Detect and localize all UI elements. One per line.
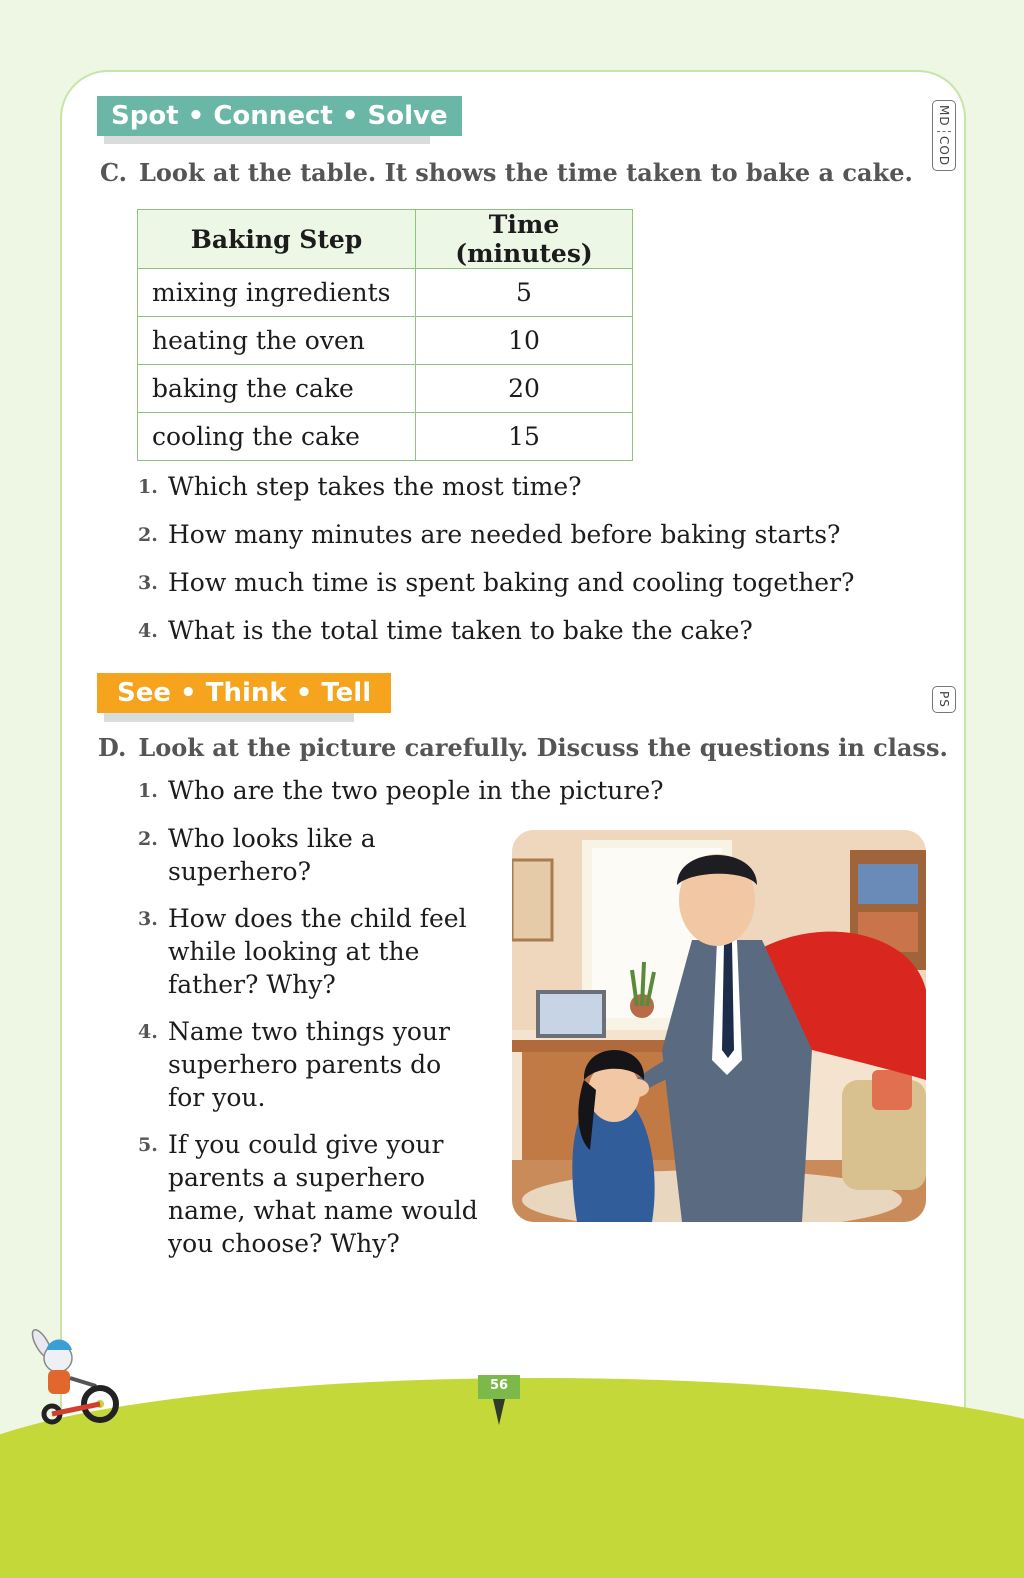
list-item [138,1015,500,1114]
list-item [138,902,500,1001]
section-d-instruction: Look at the picture carefully. Discuss the questions in class. [138,733,948,762]
page-ground [0,1378,1024,1578]
table-row [138,365,633,413]
side-tag-cod: COD [937,135,951,166]
baking-time-table [137,209,633,461]
table-cell-step: heating the oven [138,317,416,365]
table-row [138,269,633,317]
side-tag-md: MD [937,105,951,127]
question-number: 4. [138,1021,158,1043]
section-c-instruction: Look at the table. It shows the time taken to bake a cake. [139,158,913,187]
question-text: Which step takes the most time? [168,472,582,501]
superhero-father-icon [512,830,926,1222]
question-number: 2. [138,524,158,546]
section-d-question-1 [138,774,698,822]
question-number: 3. [138,572,158,594]
section-c-letter: C. [100,158,128,187]
question-number: 1. [138,476,158,498]
list-item [138,614,898,648]
table-cell-time: 15 [416,413,633,461]
question-text: Who are the two people in the picture? [168,776,664,805]
question-text: Who looks like a superhero? [168,824,376,886]
section-c-banner: Spot • Connect • Solve [97,96,462,136]
table-row [138,317,633,365]
question-text: How much time is spent baking and cooling together? [168,568,855,597]
question-number: 1. [138,780,158,802]
table-cell-time: 10 [416,317,633,365]
list-item [138,774,698,808]
question-number: 2. [138,828,158,850]
father-daughter-illustration [512,830,926,1222]
page-number: 56 [478,1375,520,1399]
question-text: Name two things your superhero parents do for you. [168,1017,450,1112]
section-d-heading [98,733,948,762]
side-tag-ps-label: PS [937,691,951,708]
table-cell-time: 5 [416,269,633,317]
question-text: What is the total time taken to bake the cake? [168,616,753,645]
table-header-row [138,210,633,269]
list-item [138,822,500,888]
table-header-step: Baking Step [138,210,416,269]
table-cell-step: baking the cake [138,365,416,413]
question-number: 4. [138,620,158,642]
question-text: If you could give your parents a superhero name, what name would you choose? Why? [168,1130,478,1258]
side-tag-md-cod [932,100,956,171]
table-cell-step: mixing ingredients [138,269,416,317]
question-number: 5. [138,1134,158,1156]
section-d-letter: D. [98,733,127,762]
question-number: 3. [138,908,158,930]
list-item [138,470,898,504]
list-item [138,1128,500,1260]
list-item [138,566,898,600]
table-header-time: Time (minutes) [416,210,633,269]
section-c-questions [138,470,898,662]
table-cell-step: cooling the cake [138,413,416,461]
table-cell-time: 20 [416,365,633,413]
question-text: How many minutes are needed before baking starts? [168,520,841,549]
side-tag-ps [932,686,956,713]
list-item [138,518,898,552]
bunny-tricycle-icon [22,1326,126,1426]
section-d-banner: See • Think • Tell [97,673,391,713]
section-d-questions [138,822,500,1274]
table-row [138,413,633,461]
question-text: How does the child feel while looking at the father? Why? [168,904,467,999]
page-pointer-icon [493,1399,505,1425]
section-c-heading [100,158,913,187]
